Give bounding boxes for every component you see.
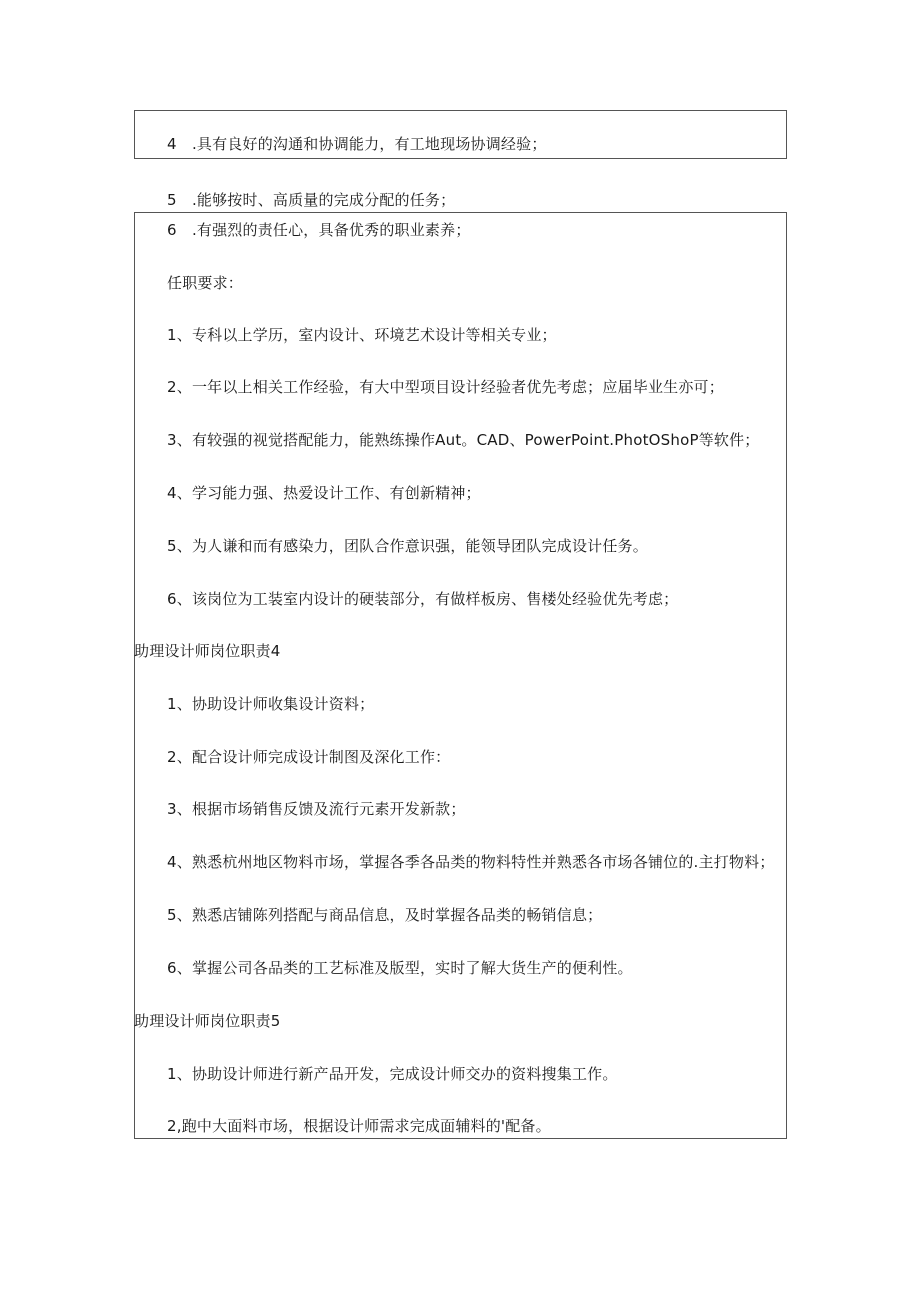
section4-item-2: 2、配合设计师完成设计制图及深化工作： <box>167 748 451 766</box>
section-heading-4: 助理设计师岗位职责4 <box>134 642 281 660</box>
requirement-item-6: 6、该岗位为工装室内设计的硬装部分，有做样板房、售楼处经验优先考虑； <box>167 590 679 608</box>
requirement-item-1: 1、专科以上学历，室内设计、环境艺术设计等相关专业； <box>167 326 557 344</box>
section4-item-3: 3、根据市场销售反馈及流行元素开发新款； <box>167 800 466 818</box>
duty-item-5: 5 .能够按时、高质量的完成分配的任务； <box>167 191 456 209</box>
requirement-item-4: 4、学习能力强、热爱设计工作、有创新精神； <box>167 484 481 502</box>
section4-item-1: 1、协助设计师收集设计资料； <box>167 695 375 713</box>
text-frame-main <box>134 212 787 1139</box>
requirement-item-5: 5、为人谦和而有感染力，团队合作意识强，能领导团队完成设计任务。 <box>167 537 648 555</box>
duty-item-6: 6 .有强烈的责任心，具备优秀的职业素养； <box>167 221 471 239</box>
section-heading-5: 助理设计师岗位职责5 <box>134 1012 281 1030</box>
section4-item-5: 5、熟悉店铺陈列搭配与商品信息，及时掌握各品类的畅销信息； <box>167 906 603 924</box>
section4-item-6: 6、掌握公司各品类的工艺标准及版型，实时了解大货生产的便利性。 <box>167 959 633 977</box>
requirements-heading: 任职要求： <box>167 274 244 292</box>
requirement-item-3: 3、有较强的视觉搭配能力，能熟练操作Aut。CAD、PowerPoint.PhotOShoP等软件； <box>167 431 760 449</box>
requirement-item-2: 2、一年以上相关工作经验，有大中型项目设计经验者优先考虑；应届毕业生亦可； <box>167 378 724 396</box>
section4-item-4: 4、熟悉杭州地区物料市场，掌握各季各品类的物料特性并熟悉各市场各铺位的.主打物料； <box>167 853 775 871</box>
section5-item-2: 2,跑中大面料市场，根据设计师需求完成面辅料的'配备。 <box>167 1117 551 1135</box>
duty-item-4: 4 .具有良好的沟通和协调能力，有工地现场协调经验； <box>167 135 547 153</box>
section5-item-1: 1、协助设计师进行新产品开发，完成设计师交办的资料搜集工作。 <box>167 1065 618 1083</box>
